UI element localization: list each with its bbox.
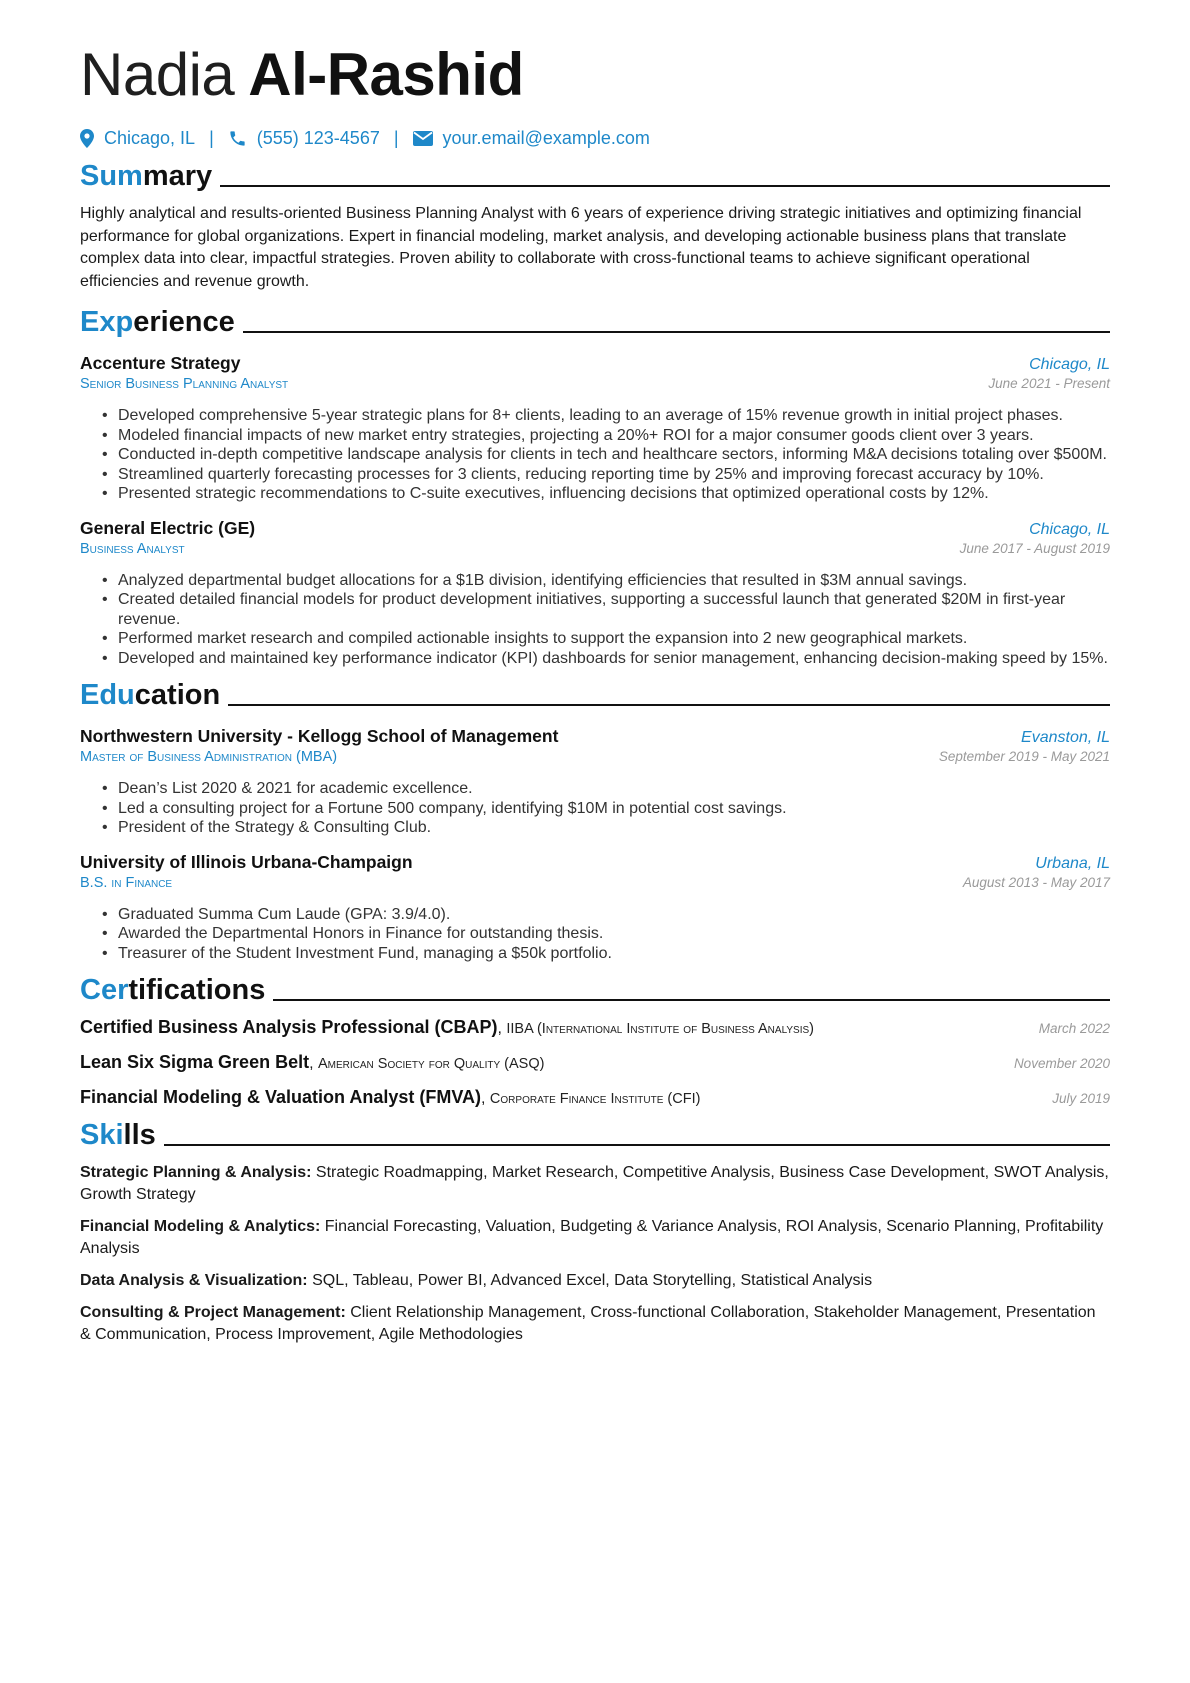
skill-items: Financial Forecasting, Valuation, Budgeting & Variance Analysis, ROI Analysis, Scenario Planning, Profitability Analysis	[80, 1218, 1104, 1257]
achievement-list	[80, 571, 1110, 669]
entry-location: Chicago, IL	[1029, 356, 1110, 373]
certification-title: Certified Business Analysis Professional (CBAP)	[80, 1017, 498, 1037]
certification-item: Financial Modeling & Valuation Analyst (FMVA), Corporate Finance Institute (CFI) July 2019	[80, 1087, 1110, 1107]
degree-name: Master of Business Administration (MBA)	[80, 749, 338, 765]
phone-text: (555) 123-4567	[256, 128, 380, 148]
achievement-list	[80, 779, 1110, 838]
degree-name: B.S. in Finance	[80, 874, 173, 891]
certification-item: Certified Business Analysis Professional (CBAP), IIBA (International Institute of Business Analysis) March 2022	[80, 1017, 1110, 1037]
certification-title: Lean Six Sigma Green Belt	[80, 1052, 310, 1072]
list-item: • Modeled financial impacts of new market entry strategies, projecting a 20%+ ROI for a major consumer goods client over 3 years.	[102, 426, 1110, 446]
list-item: • Conducted in-depth competitive landscape analysis for clients in tech and healthcare sectors, informing M&A decisions totaling over $500M.	[102, 445, 1110, 465]
entry-dates: June 2021 - Present	[988, 376, 1110, 391]
section-title: Experience	[80, 306, 235, 338]
skill-items: Strategic Roadmapping, Market Research, Competitive Analysis, Business Case Development, SWOT Analysis, Growth Strategy	[80, 1164, 1109, 1203]
skill-group	[80, 1270, 1110, 1292]
school-name: Northwestern University - Kellogg School of Management	[80, 726, 559, 746]
entry-dates: June 2017 - August 2019	[959, 540, 1110, 556]
list-item: • Presented strategic recommendations to C-suite executives, influencing decisions that optimized operational costs by 12%.	[102, 484, 1110, 504]
map-pin-icon	[80, 129, 94, 148]
section-rule	[164, 1144, 1110, 1146]
list-item: • Awarded the Departmental Honors in Finance for outstanding thesis.	[102, 924, 1110, 944]
section-rule	[243, 331, 1110, 333]
summary-heading	[80, 159, 1110, 193]
contact-phone[interactable]	[228, 128, 380, 149]
certification-date: March 2022	[1038, 1021, 1110, 1036]
job-title: Business Analyst	[80, 540, 185, 557]
certification-issuer: Corporate Finance Institute (CFI)	[489, 1091, 701, 1107]
certification-issuer: IIBA (International Institute of Business Analysis)	[506, 1021, 815, 1037]
section-rule	[228, 704, 1110, 706]
list-item: • Led a consulting project for a Fortune 500 company, identifying $10M in potential cost savings.	[102, 799, 1110, 819]
section-title: Skills	[80, 1119, 156, 1151]
entry-location: Chicago, IL	[1029, 520, 1110, 538]
entry-dates: August 2013 - May 2017	[962, 874, 1110, 890]
email-text: your.email@example.com	[442, 128, 650, 148]
achievement-list	[80, 406, 1110, 504]
section-title: Certifications	[80, 974, 266, 1006]
location-text: Chicago, IL	[104, 128, 196, 148]
skill-group	[80, 1162, 1110, 1206]
skill-category: Data Analysis & Visualization:	[80, 1272, 308, 1289]
list-item: • President of the Strategy & Consulting Club.	[102, 818, 1110, 838]
entry-location: Evanston, IL	[1021, 729, 1110, 746]
certification-list	[80, 1017, 1110, 1108]
last-name: Al-Rashid	[248, 41, 524, 108]
list-item: • Analyzed departmental budget allocations for a $1B division, identifying efficiencies that resulted in $3M annual savings.	[102, 571, 1110, 591]
list-item: • Treasurer of the Student Investment Fund, managing a $50k portfolio.	[102, 944, 1110, 964]
certification-date: November 2020	[1013, 1056, 1110, 1071]
section-rule	[273, 999, 1110, 1001]
skill-items: Client Relationship Management, Cross-functional Collaboration, Stakeholder Management, Presentation & Communication, Process Improvement, Agile Methodologies	[80, 1304, 1096, 1343]
list-item: • Created detailed financial models for product development initiatives, supporting a successful launch that generated $20M in first-year revenue.	[102, 590, 1110, 629]
education-entry	[80, 726, 1110, 838]
list-item: • Dean’s List 2020 & 2021 for academic excellence.	[102, 779, 1110, 799]
employer-name: Accenture Strategy	[80, 353, 241, 373]
skill-group	[80, 1302, 1110, 1346]
first-name: Nadia	[80, 41, 235, 108]
candidate-name	[80, 40, 1110, 110]
envelope-icon	[413, 131, 433, 146]
section-title: Summary	[80, 160, 213, 192]
experience-heading	[80, 305, 1110, 339]
entry-dates: September 2019 - May 2021	[938, 749, 1110, 764]
list-item: • Streamlined quarterly forecasting processes for 3 clients, reducing reporting time by 25% and improving forecast accuracy by 10%.	[102, 465, 1110, 485]
certifications-heading	[80, 973, 1110, 1007]
skill-category: Strategic Planning & Analysis:	[80, 1164, 312, 1181]
list-item: • Developed and maintained key performance indicator (KPI) dashboards for senior management, enhancing decision-making speed by 15%.	[102, 649, 1110, 669]
education-heading	[80, 678, 1110, 712]
list-item: • Developed comprehensive 5-year strategic plans for 8+ clients, leading to an average of 15% revenue growth in initial project phases.	[102, 406, 1110, 426]
contact-location	[80, 128, 195, 149]
contact-bar	[80, 128, 1110, 149]
section-rule	[220, 185, 1110, 187]
certification-title: Financial Modeling & Valuation Analyst (FMVA)	[80, 1087, 482, 1107]
employer-name: General Electric (GE)	[80, 517, 256, 538]
skill-items: SQL, Tableau, Power BI, Advanced Excel, Data Storytelling, Statistical Analysis	[312, 1272, 873, 1289]
contact-email[interactable]	[413, 128, 650, 149]
phone-icon	[228, 129, 247, 148]
certification-date: July 2019	[1052, 1091, 1110, 1106]
list-item: • Performed market research and compiled actionable insights to support the expansion into 2 new geographical markets.	[102, 629, 1110, 649]
experience-entry	[80, 518, 1110, 669]
achievement-list	[80, 905, 1110, 964]
skill-category: Consulting & Project Management:	[80, 1304, 346, 1321]
skills-heading	[80, 1118, 1110, 1152]
school-name: University of Illinois Urbana-Champaign	[80, 851, 413, 872]
skill-category: Financial Modeling & Analytics:	[80, 1218, 321, 1235]
certification-item: Lean Six Sigma Green Belt, American Society for Quality (ASQ) November 2020	[80, 1052, 1110, 1072]
skill-group	[80, 1216, 1110, 1260]
entry-location: Urbana, IL	[1035, 854, 1110, 872]
education-entry	[80, 852, 1110, 964]
certification-issuer: American Society for Quality (ASQ)	[317, 1056, 545, 1072]
job-title: Senior Business Planning Analyst	[80, 376, 289, 392]
contact-separator: |	[393, 128, 399, 148]
list-item: • Graduated Summa Cum Laude (GPA: 3.9/4.0).	[102, 905, 1110, 925]
summary-text: Highly analytical and results-oriented Business Planning Analyst with 6 years of experience driving strategic initiatives and optimizing financial performance for global organizations. Expert in financial modeling, market analysis, and developing actionable business plans that translate complex data into clear, impactful strategies. Proven ability to collaborate with cross-functional teams to achieve significant operational efficiencies and revenue growth.	[80, 205, 1082, 290]
contact-separator: |	[209, 128, 214, 148]
section-title: Education	[80, 679, 221, 711]
experience-entry	[80, 353, 1110, 504]
